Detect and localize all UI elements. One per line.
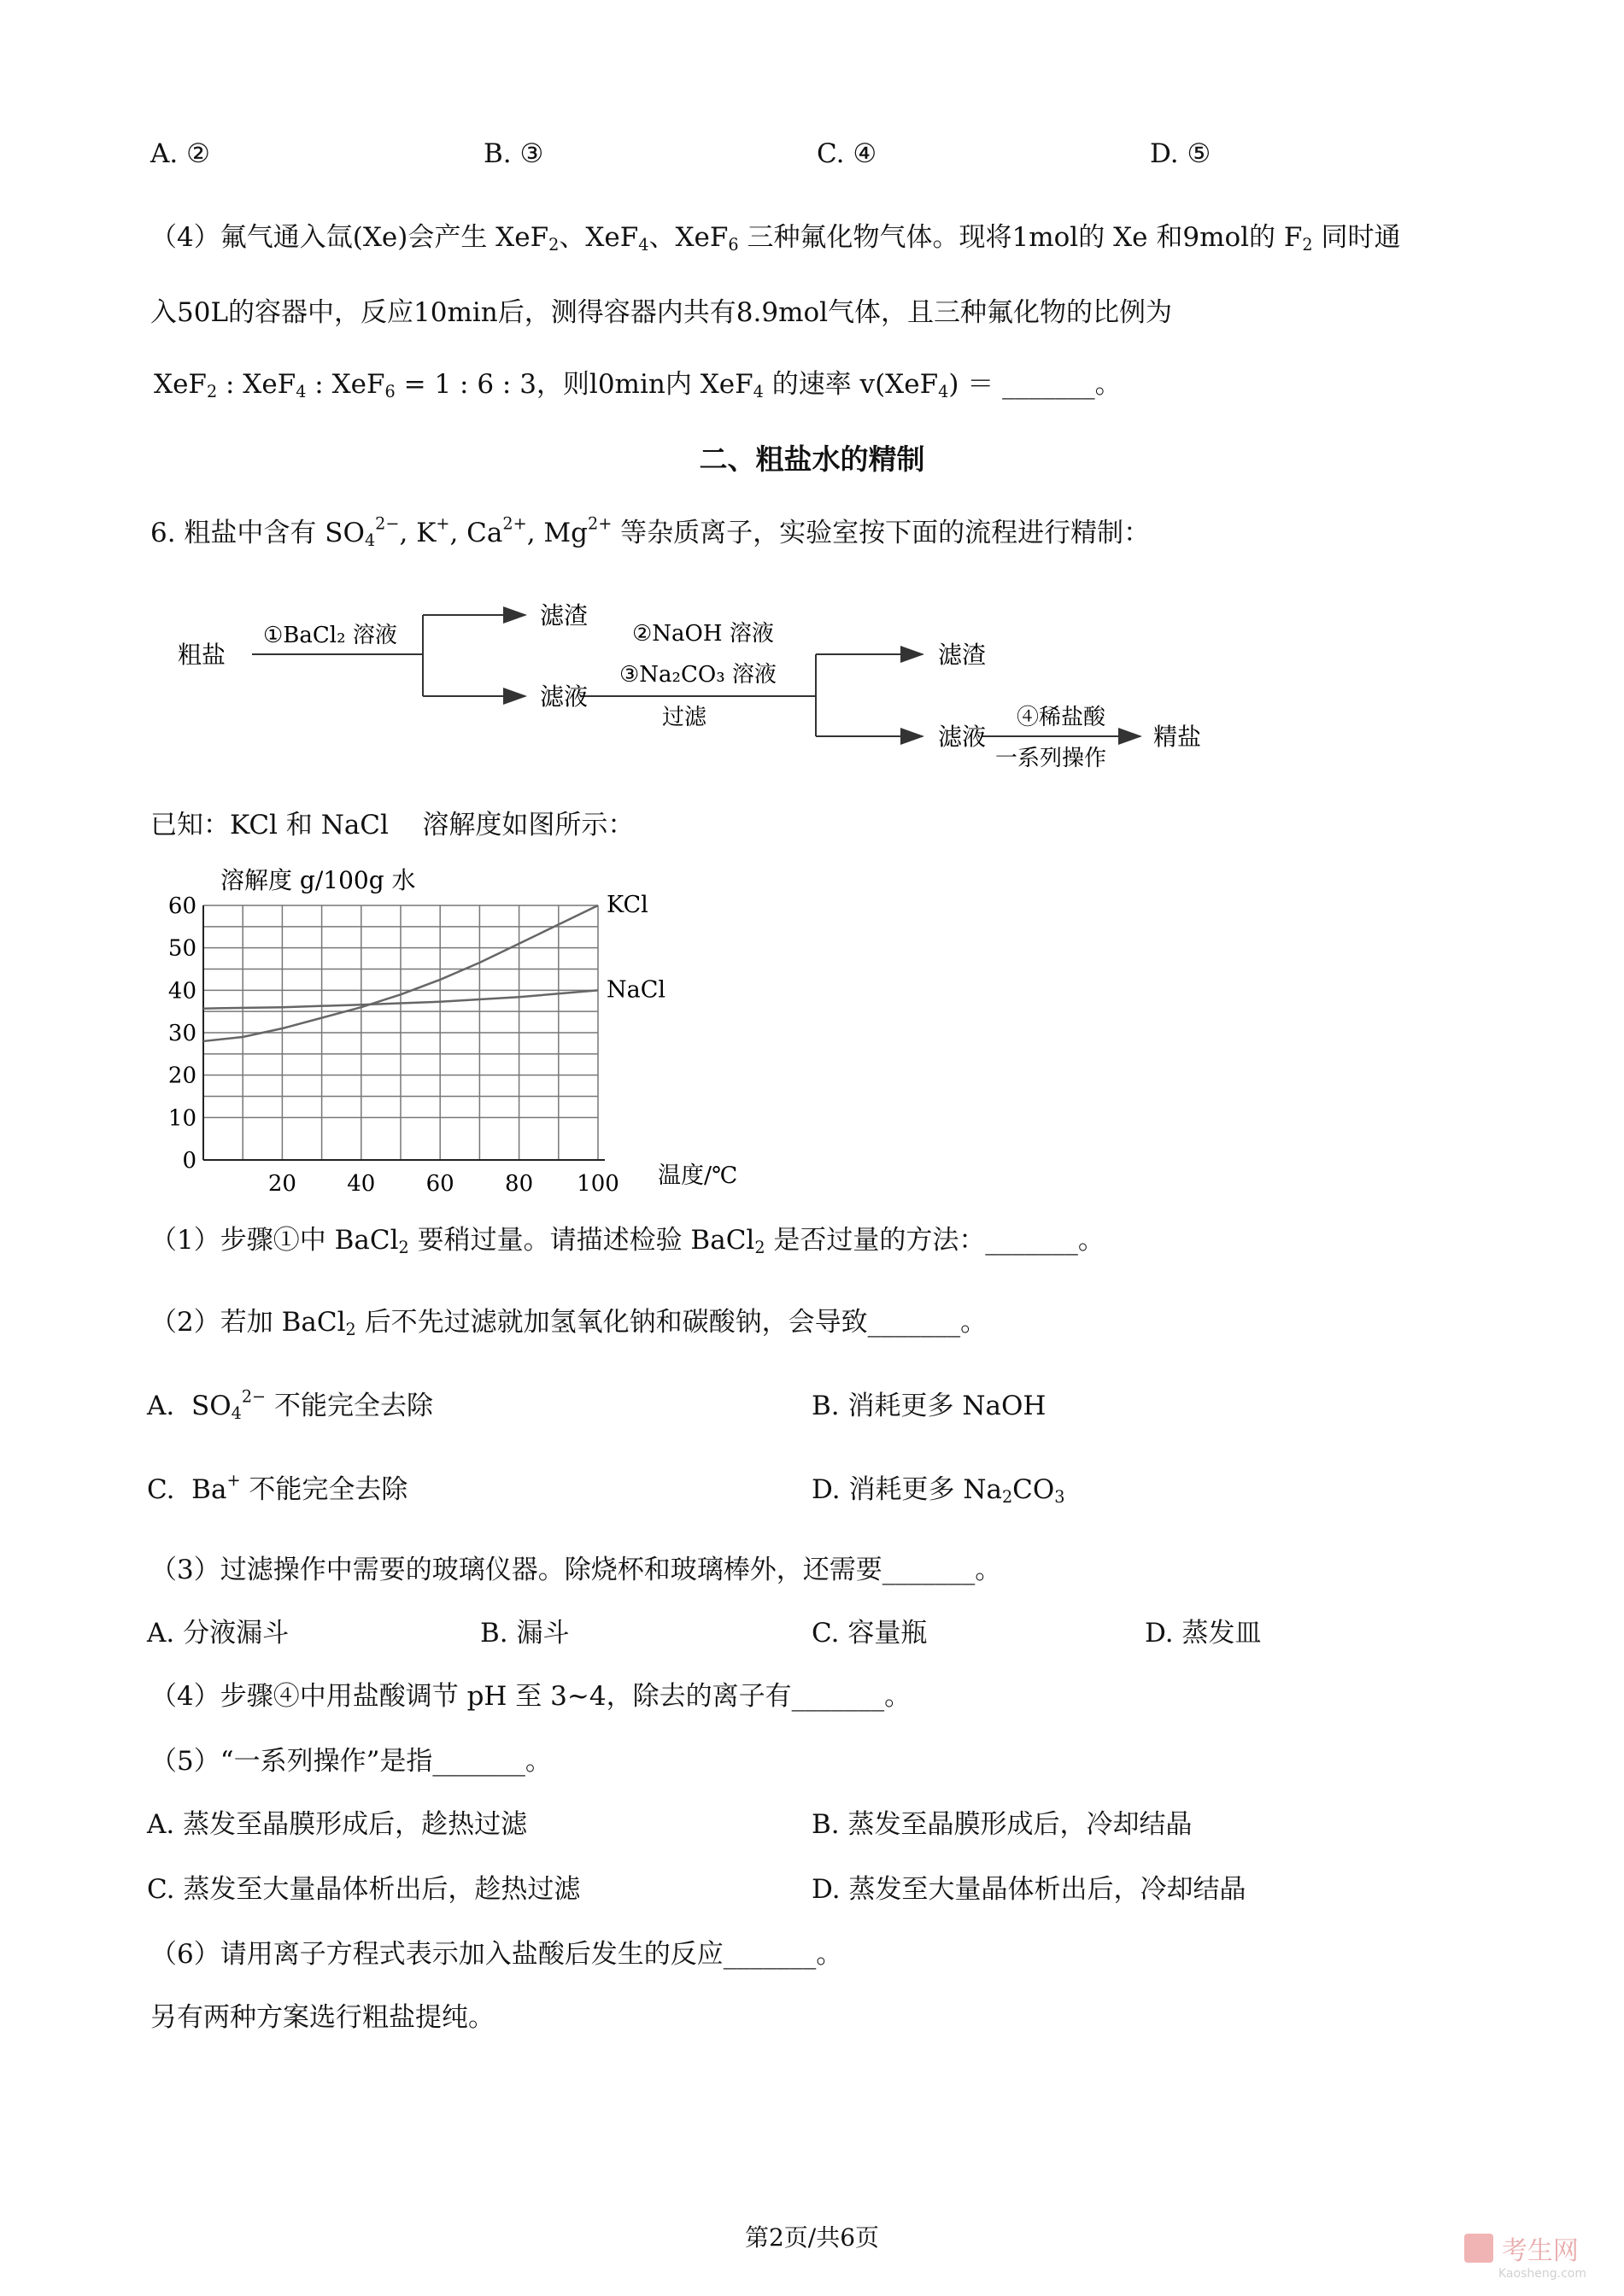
flow-fine-salt: 精盐	[1153, 723, 1202, 751]
flow-diagram	[171, 589, 1281, 786]
y-tick-label: 50	[167, 935, 196, 962]
q6-part5-option-c: C. 蒸发至大量晶体析出后，趁热过滤	[147, 1874, 581, 1905]
watermark-logo: 考生网 Kaosheng.com	[1464, 2229, 1586, 2281]
x-tick-label: 60	[425, 1171, 454, 1197]
q5-p4-line3: XeF$_2$ : XeF$_4$ : XeF$_6$ = 1 : 6 : 3，则l0min内 XeF$_4$ 的速率 v(XeF$_4$) ＝ _______。	[154, 369, 1122, 401]
section-title: 二、粗盐水的精制	[699, 442, 925, 476]
flow-step1: ①BaCl₂ 溶液	[263, 623, 397, 648]
q6-part6: （6）请用离子方程式表示加入盐酸后发生的反应_______。	[150, 1939, 843, 1970]
flow-series-ops: 一系列操作	[995, 746, 1107, 771]
q6-part2-option-c: C. Ba+ 不能完全去除	[147, 1470, 408, 1505]
q6-part5-option-a: A. 蒸发至晶膜形成后，趁热过滤	[147, 1809, 528, 1840]
option-a: A. ②	[150, 138, 210, 169]
q6-part3-option-c: C. 容量瓶	[812, 1618, 928, 1649]
q6-part5-option-b: B. 蒸发至晶膜形成后，冷却结晶	[812, 1809, 1193, 1840]
q6-part5: （5）“一系列操作”是指_______。	[150, 1746, 552, 1777]
x-tick-label: 40	[347, 1171, 376, 1197]
solubility-chart	[154, 854, 803, 1204]
q6-part4: （4）步骤④中用盐酸调节 pH 至 3~4，除去的离子有_______。	[150, 1681, 912, 1712]
flow-step4: ④稀盐酸	[1017, 705, 1106, 730]
chart-xlabel: 温度/℃	[658, 1163, 738, 1189]
y-tick-label: 30	[167, 1021, 196, 1046]
q6-part3-option-a: A. 分液漏斗	[147, 1618, 290, 1649]
q6-part3-option-d: D. 蒸发皿	[1145, 1618, 1262, 1649]
q5-p4-line2: 入50L的容器中，反应10min后，测得容器内共有8.9mol气体，且三种氟化物的比例为	[150, 297, 1173, 328]
q6-part5-option-d: D. 蒸发至大量晶体析出后，冷却结晶	[812, 1874, 1246, 1905]
series-label-nacl: NaCl	[607, 976, 666, 1004]
q6-part2-option-d: D. 消耗更多 $Na_2CO_3$	[812, 1474, 1065, 1507]
y-tick-label: 0	[182, 1148, 196, 1174]
y-tick-label: 60	[167, 893, 196, 919]
option-d: D. ⑤	[1150, 138, 1211, 169]
y-tick-label: 20	[167, 1063, 196, 1089]
chart-title: 溶解度 g/100g 水	[220, 866, 416, 894]
flow-step2: ②NaOH 溶液	[632, 621, 774, 647]
q6-part2-option-a: A. $SO_4^{2-}$ 不能完全去除	[147, 1386, 433, 1423]
flow-filter: 过滤	[662, 705, 707, 730]
q6-stem: 6. 粗盐中含有 $SO_4^{2-}$, K+, $Ca^{2+}$, $Mg^{2+}$ 等杂质离子，实验室按下面的流程进行精制：	[150, 513, 1151, 550]
series-label-kcl: KCl	[607, 892, 648, 918]
x-tick-label: 20	[267, 1171, 296, 1197]
q6-part2: （2）若加 BaCl$_2$ 后不先过滤就加氢氧化钠和碳酸钠，会导致_______。	[150, 1307, 988, 1339]
x-tick-label: 100	[577, 1171, 619, 1197]
page-number: 第2页/共6页	[744, 2223, 880, 2252]
flow-crude-salt: 粗盐	[178, 641, 226, 669]
flow-filtrate-1: 滤液	[540, 682, 589, 711]
known-line: 已知：KCl 和 NaCl 溶解度如图所示：	[150, 810, 635, 840]
q6-part3: （3）过滤操作中需要的玻璃仪器。除烧杯和玻璃棒外，还需要_______。	[150, 1555, 1002, 1585]
option-c: C. ④	[817, 138, 877, 169]
q6-part1: （1）步骤①中 BaCl$_2$ 要稍过量。请描述检验 BaCl$_2$ 是否过量的方法：_______。	[150, 1225, 1105, 1257]
y-tick-label: 10	[167, 1105, 196, 1132]
other-schemes-text: 另有两种方案选行粗盐提纯。	[150, 2002, 495, 2033]
flow-filtrate-2: 滤液	[938, 723, 987, 751]
flow-residue-1: 滤渣	[540, 601, 589, 630]
y-tick-label: 40	[167, 978, 196, 1004]
q6-part2-option-b: B. 消耗更多 NaOH	[812, 1391, 1047, 1421]
option-b: B. ③	[484, 138, 544, 169]
flow-step3: ③Na₂CO₃ 溶液	[619, 662, 777, 688]
watermark-icon	[1464, 2234, 1493, 2263]
x-tick-label: 80	[505, 1171, 534, 1197]
flow-residue-2: 滤渣	[938, 641, 987, 669]
q5-p4-line1: （4）氟气通入氙(Xe)会产生 XeF$_2$、XeF$_4$、XeF$_6$ 三种氟化物气体。现将1mol的 Xe 和9mol的 $F_2$ 同时通	[150, 222, 1401, 255]
q6-part3-option-b: B. 漏斗	[480, 1618, 570, 1649]
